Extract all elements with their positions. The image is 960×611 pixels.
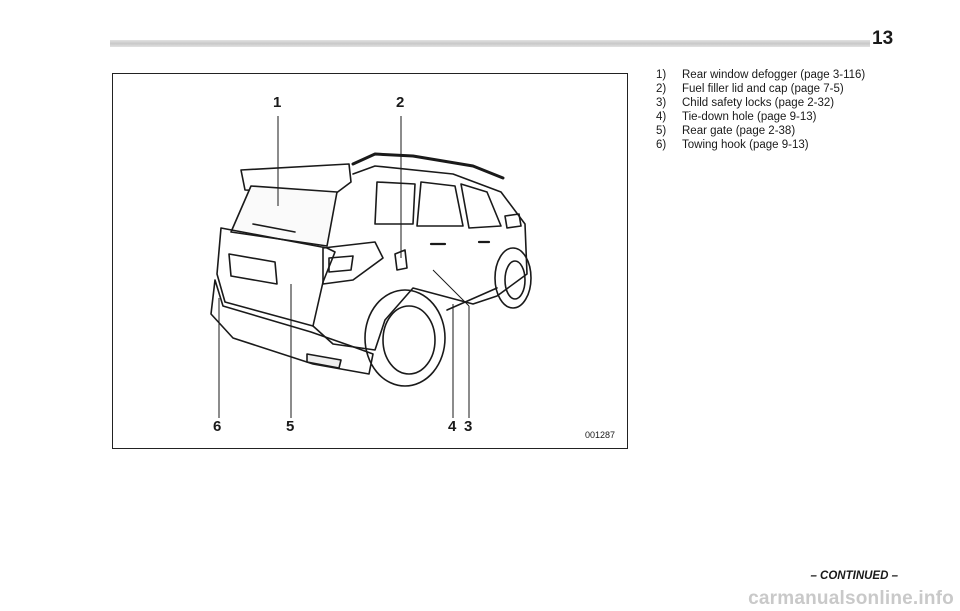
vehicle-rear-figure: [112, 73, 628, 449]
list-item: 2) Fuel filler lid and cap (page 7-5): [656, 83, 844, 95]
callout-1: 1: [273, 94, 282, 111]
list-item: 3) Child safety locks (page 2-32): [656, 97, 835, 109]
continued-label: – CONTINUED –: [810, 570, 898, 582]
rear-window: [231, 186, 337, 246]
side-window-rear: [375, 182, 415, 224]
parts-list: [656, 68, 865, 152]
callout-6: 6: [213, 418, 222, 435]
list-item: 4) Tie-down hole (page 9-13): [656, 111, 817, 123]
rear-wheel: [365, 290, 445, 386]
callout-2: 2: [396, 94, 405, 111]
list-item: 6) Towing hook (page 9-13): [656, 139, 809, 151]
watermark: carmanualsonline.info: [748, 588, 954, 609]
callout-5: 5: [286, 418, 295, 435]
side-mirror: [505, 214, 521, 228]
header-rule: [110, 40, 870, 47]
list-item: 1) Rear window defogger (page 3-116): [656, 69, 866, 81]
callout-4: 4: [448, 418, 457, 435]
callout-3: 3: [464, 418, 473, 435]
figure-id: 001287: [584, 430, 615, 440]
suv-rear-illustration: [113, 74, 629, 450]
page-number: 13: [872, 28, 894, 49]
rear-bumper: [211, 280, 373, 374]
side-window-front: [417, 182, 463, 226]
list-item: 5) Rear gate (page 2-38): [656, 125, 796, 137]
taillight: [323, 242, 383, 284]
leader-line-3: [433, 270, 469, 306]
license-plate-recess: [229, 254, 277, 284]
